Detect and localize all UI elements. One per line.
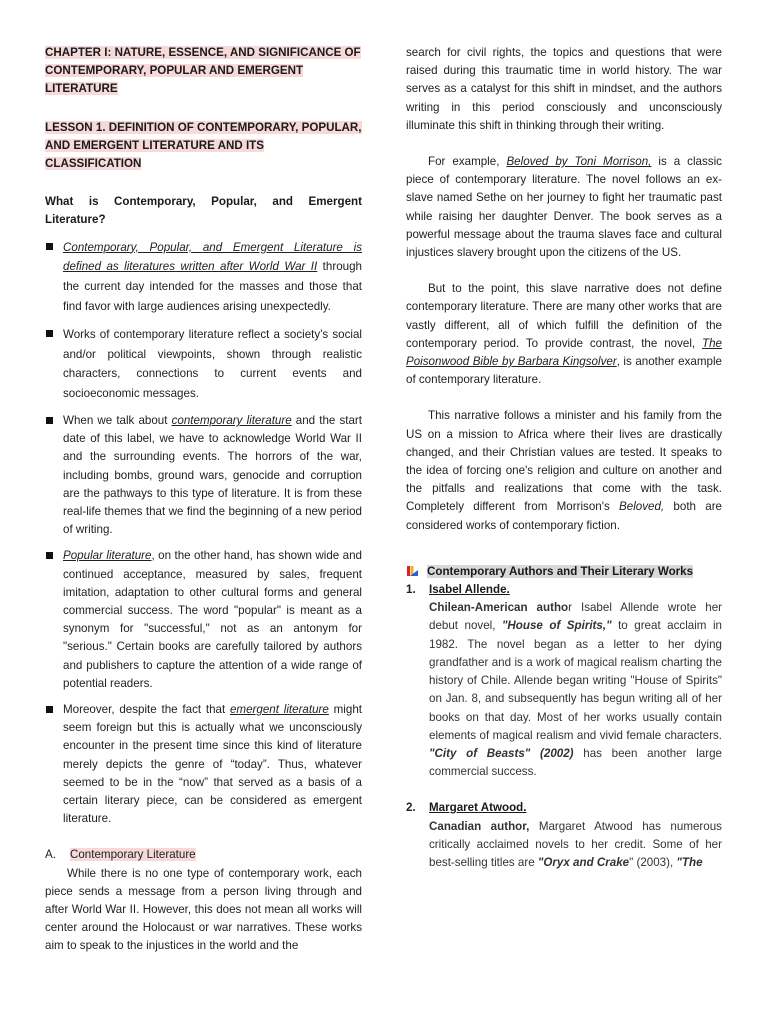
list-item: Contemporary, Popular, and Emergent Literature is defined as literatures written after World War II through the current day intended for the masses and those that find favor with large audiences arising unexpectedly. <box>45 238 362 317</box>
lesson-title: LESSON 1. DEFINITION OF CONTEMPORARY, POPULAR, AND EMERGENT LITERATURE AND ITS CLASSIFICATION <box>45 120 362 171</box>
square-bullet-icon <box>46 330 53 337</box>
list-item: When we talk about contemporary literature and the start date of this label, we have to acknowledge World War II and the surrounding events. The horrors of the war, including bombs, ground wars, genocide and corruption are the pathways to this type of literature. It is from these real-life themes that we find the beginning of a new period of writing. <box>45 412 362 539</box>
square-bullet-icon <box>46 552 53 559</box>
square-bullet-icon <box>46 706 53 713</box>
authors-heading: Contemporary Authors and Their Literary Works <box>406 563 722 581</box>
list-item: Moreover, despite the fact that emergent literature might seem foreign but this is actually what we unconsciously encounter in the present time since this kind of literature merely depicts the genre of “today”. Thus, whatever seemed to be in the “now” that served as a basis of a certain literary piece, can be considered as emergent literature. <box>45 701 362 828</box>
paragraph-beloved: For example, Beloved by Toni Morrison, is a classic piece of contemporary literature. The novel follows an ex-slave named Sethe on her journey to fight her traumatic past while raising her daughter Denver. The book serves as a powerful message about the trauma slaves face and cultural injustices slavery brought upon the citizens of the US. <box>406 155 722 260</box>
author-name: Margaret Atwood. <box>429 801 527 815</box>
author-name: Isabel Allende. <box>429 583 510 597</box>
paragraph-civil-rights: search for civil rights, the topics and questions that were raised during this traumatic time in world history. The war serves as a catalyst for this shift in mindset, and the authors writing in this period consciously and unconsciously illuminate this shift in thinking through their writing. <box>406 46 722 132</box>
section-a-text: While there is no one type of contemporary work, each piece sends a message from a person living through and after World War II. However, this does not mean all works will center around the Holocaust or war narratives. These works aim to speak to the injustices in the world and the <box>45 866 362 953</box>
list-item: 2. Margaret Atwood. Canadian author, Margaret Atwood has numerous critically acclaimed novels to her credit. Some of her best-selling titles are "Oryx and Crake" (2003), "The <box>406 799 722 872</box>
right-column <box>406 44 722 872</box>
definition-list <box>45 238 362 829</box>
arrow-down-icon <box>406 566 418 576</box>
paragraph-poisonwood: But to the point, this slave narrative does not define contemporary literature. There are many other works that are vastly different, all of which fulfill the definition of the contemporary period. To provide contrast, the novel, The Poisonwood Bible by Barbara Kingsolver, is another example of contemporary literature. <box>406 282 723 387</box>
authors-list <box>406 581 722 872</box>
chapter-title: CHAPTER I: NATURE, ESSENCE, AND SIGNIFICANCE OF CONTEMPORARY, POPULAR AND EMERGENT LITERATURE <box>45 46 361 96</box>
author-description: Chilean-American author Isabel Allende wrote her debut novel, "House of Spirits," to great acclaim in 1982. The novel began as a letter to her dying grandfather and is a work of magical realism charting the history of Chile. Allende began writing "House of Spirits" on Jan. 8, and subsequently has begun writing all of her books on that day. Most of her works usually contain elements of magical realism and vivid female characters. "City of Beasts" (2002) has been another large commercial success. <box>429 601 723 779</box>
list-item: Works of contemporary literature reflect a society's social and/or political viewpoints, shown through realistic characters, connections to current events and socioeconomic messages. <box>45 325 362 404</box>
left-column <box>45 44 362 956</box>
square-bullet-icon <box>46 417 53 424</box>
author-description: Canadian author, Margaret Atwood has numerous critically acclaimed novels to her credit. Some of her best-selling titles are "Oryx and Crake" (2003), "The <box>429 819 722 869</box>
question-heading: What is Contemporary, Popular, and Emergent Literature? <box>45 195 362 227</box>
list-item: 1. Isabel Allende. Chilean-American author Isabel Allende wrote her debut novel, "House of Spirits," to great acclaim in 1982. The novel began as a letter to her dying grandfather and is a work of magical realism charting the history of Chile. Allende began writing "House of Spirits" on Jan. 8, and subsequently has begun writing all of her books on that day. Most of her works usually contain elements of magical realism and vivid female characters. "City of Beasts" (2002) has been another large commercial success. <box>406 581 722 781</box>
square-bullet-icon <box>46 243 53 250</box>
section-a-heading: A. Contemporary Literature <box>45 848 196 862</box>
paragraph-narrative: This narrative follows a minister and his family from the US on a mission to Africa where their lives are drastically changed, and their Christian values are tested. It speaks to the idea of forcing one's religion and culture on another and the pitfalls and realizations that come with the task. Completely different from Morrison's Beloved, both are considered works of contemporary fiction. <box>406 409 723 532</box>
list-item: Popular literature, on the other hand, has shown wide and continued acceptance, measured by sales, frequent imitation, adaptation to other cultural forms and general commercial success. The word "popular" is meant as a synonym for "successful," not as an antonym for "serious." Certain books are carefully tailored by authors and publishers to capture the attention of a wide range of potential readers. <box>45 547 362 693</box>
